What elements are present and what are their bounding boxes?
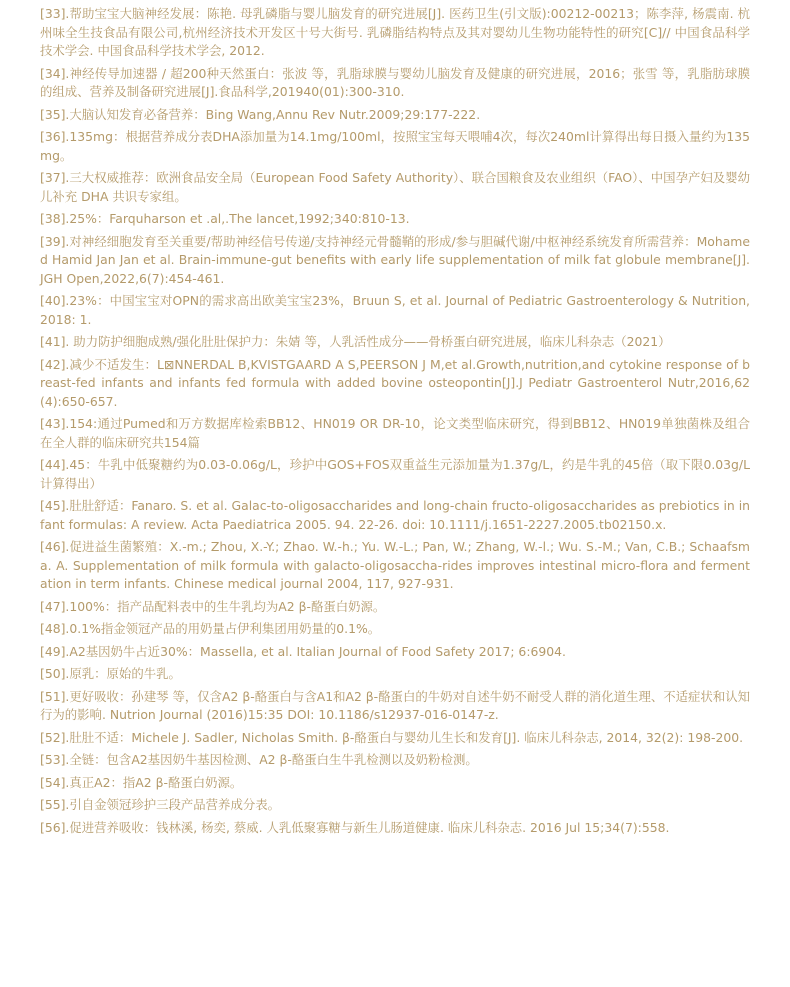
reference-51: [51].更好吸收：孙建琴 等，仅含A2 β-酪蛋白与含A1和A2 β-酪蛋白的牛奶对自述牛奶不耐受人群的消化道生理、不适症状和认知行为的影响. Nutrion Journal (2016)15:35 DOI: 10.1186/s12937-016-0147-z. — [40, 688, 750, 722]
reference-46: [46].促进益生菌繁殖：X.-m.; Zhou, X.-Y.; Zhao. W.-h.; Yu. W.-L.; Pan, W.; Zhang, W.-l.; Wu. S.-M.; Van, C.B.; Schaafsma. A. Supplementation of milk formula with galacto-oligosaccha-rides improves intestinal micro-flora and fermentation in term infants. Chinese medical journal 2004, 117, 927-931. — [40, 539, 750, 591]
reference-34: [34].神经传导加速器 / 超200种天然蛋白：张波 等，乳脂球膜与婴幼儿脑发育及健康的研究进展，2016；张雪 等，乳脂肪球膜的组成、营养及制备研究进展[J].食品科学,201940(01):300-310. — [40, 65, 750, 99]
reference-39: [39].对神经细胞发育至关重要/帮助神经信号传递/支持神经元骨髓鞘的形成/参与胆碱代谢/中枢神经系统发育所需营养：Mohamed Hamid Jan Jan et al. Brain-immune-gut benefits with early life supplementation of milk fat globule membrane[J]. JGH Open,2022,6(7):454-461. — [40, 233, 750, 286]
reference-49: [49].A2基因奶牛占近30%：Massella, et al. Italian Journal of Food Safety 2017; 6:6904. — [40, 643, 566, 659]
reference-55: [55].引自金领冠珍护三段产品营养成分表。 — [40, 797, 281, 812]
reference-41: [41]. 助力防护细胞成熟/强化肚肚保护力：朱婧 等，人乳活性成分——骨桥蛋白研究进展，临床儿科杂志（2021） — [40, 334, 671, 349]
reference-45: [45].肚肚舒适：Fanaro. S. et al. Galac-to-oligosaccharides and long-chain fructo-oligosaccharides as prebiotics in infant formulas: A review. Acta Paediatrica 2005. 94. 22-26. doi: 10.1111/j.1651-2227.2005.tb02150.x. — [40, 498, 750, 532]
reference-47: [47].100%：指产品配料表中的生牛乳均为A2 β-酪蛋白奶源。 — [40, 598, 386, 614]
reference-54: [54].真正A2：指A2 β-酪蛋白奶源。 — [40, 774, 243, 790]
reference-52: [52].肚肚不适：Michele J. Sadler, Nicholas Smith. β-酪蛋白与婴幼儿生长和发育[J]. 临床儿科杂志, 2014, 32(2): 198-200. — [40, 729, 744, 745]
reference-44: [44].45：牛乳中低聚糖约为0.03-0.06g/L，珍护中GOS+FOS双重益生元添加量为1.37g/L，约是牛乳的45倍（取下限0.03g/L计算得出） — [40, 457, 750, 491]
reference-38: [38].25%：Farquharson et .al,.The lancet,1992;340:810-13. — [40, 211, 410, 226]
reference-48: [48].0.1%指金领冠产品的用奶量占伊利集团用奶量的0.1%。 — [40, 621, 381, 636]
reference-50: [50].原乳：原始的牛乳。 — [40, 666, 181, 681]
reference-42: [42].减少不适发生：L⊠NNERDAL B,KVISTGAARD A S,PEERSON J M,et al.Growth,nutrition,and cytokine response of breast-fed infants and infants fed formula with added bovine osteopontin[J].J Pediatr Gastroenterol Nutr,2016,62(4):650-657. — [40, 356, 750, 409]
reference-43: [43].154:通过Pumed和万方数据库检索BB12、HN019 OR DR-10，论文类型临床研究，得到BB12、HN019单独菌株及组合在全人群的临床研究共154篇 — [40, 416, 750, 450]
reference-40: [40].23%：中国宝宝对OPN的需求高出欧美宝宝23%，Bruun S, et al. Journal of Pediatric Gastroenterology & Nutrition, 2018: 1. — [40, 293, 750, 327]
reference-53: [53].全链：包含A2基因奶牛基因检测、A2 β-酪蛋白生牛乳检测以及奶粉检测。 — [40, 752, 478, 767]
reference-33: [33].帮助宝宝大脑神经发展：陈艳. 母乳磷脂与婴儿脑发育的研究进展[J]. 医药卫生(引文版):00212-00213；陈李萍, 杨震南. 杭州味全生技食品有限公司,杭州经济技术开发区十号大街号. 乳磷脂结构特点及其对婴幼儿生物功能特性的研究[C]// 中国食品科学技术学会. 中国食品科学技术学会, 2012. — [40, 6, 750, 58]
reference-56: [56].促进营养吸收：钱林溪, 杨奕, 蔡威. 人乳低聚寡糖与新生儿肠道健康. 临床儿科杂志. 2016 Jul 15;34(7):558. — [40, 819, 670, 835]
reference-37: [37].三大权威推荐：欧洲食品安全局（European Food Safety Authority）、联合国粮食及农业组织（FAO）、中国孕产妇及婴幼儿补充 DHA 共识专家组。 — [40, 170, 750, 204]
reference-36: [36].135mg：根据营养成分表DHA添加量为14.1mg/100ml，按照宝宝每天喂哺4次，每次240ml计算得出每日摄入量约为135mg。 — [40, 129, 750, 163]
reference-35: [35].大脑认知发育必备营养：Bing Wang,Annu Rev Nutr.2009;29:177-222. — [40, 106, 481, 122]
